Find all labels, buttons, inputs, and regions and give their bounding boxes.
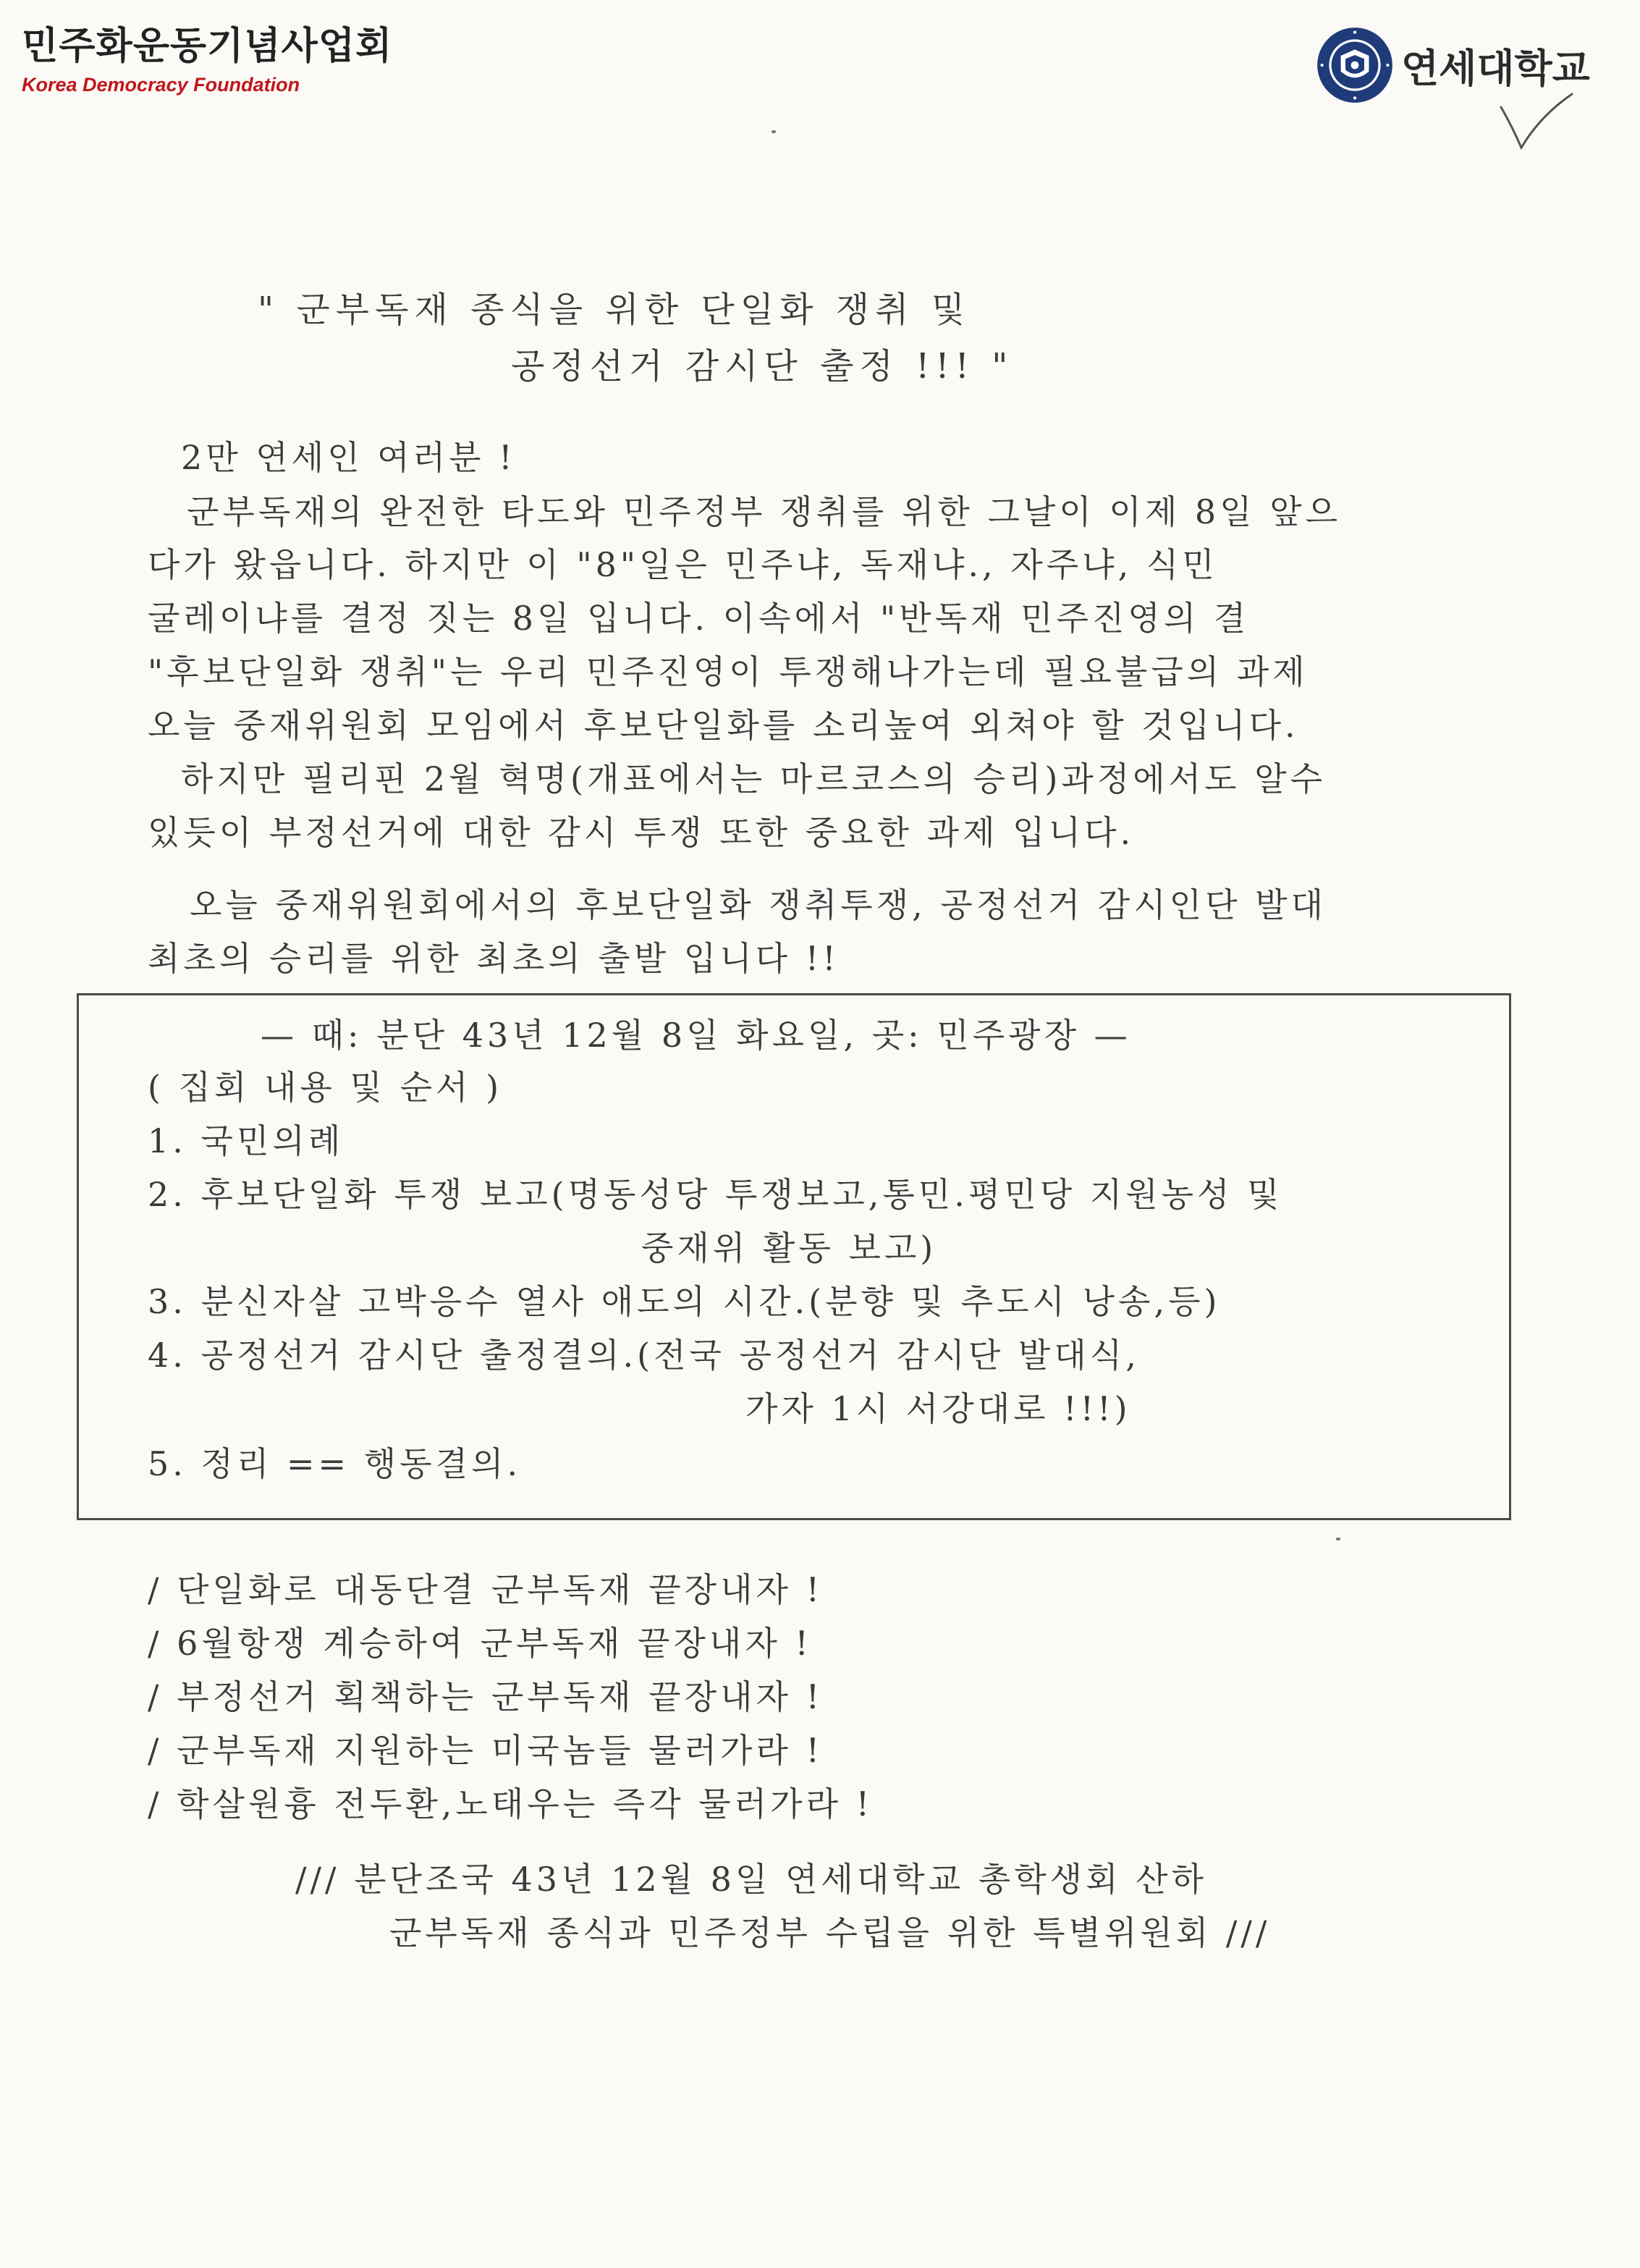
para2-line: 오늘 중재위원회에서의 후보단일화 쟁취투쟁, 공정선거 감시인단 발대 bbox=[190, 885, 1327, 924]
yonsei-seal-icon bbox=[1316, 26, 1394, 104]
scan-speck bbox=[772, 130, 776, 133]
rally-program-item: 4. 공정선거 감시단 출정결의.(전국 공정선거 감시단 발대식, bbox=[148, 1336, 1140, 1375]
slogan-line: / 부정선거 획책하는 군부독재 끝장내자 ! bbox=[148, 1677, 824, 1716]
handwritten-check-mark bbox=[1497, 91, 1576, 156]
scan-speck bbox=[1336, 1538, 1340, 1540]
kdf-logo-korean: 민주화운동기념사업회 bbox=[22, 24, 393, 68]
slogan-line: / 단일화로 대동단결 군부독재 끝장내자 ! bbox=[148, 1570, 824, 1609]
para1-line: 굴레이냐를 결정 짓는 8일 입니다. 이속에서 "반독재 민주진영의 결 bbox=[148, 599, 1250, 638]
rally-when-where: — 때: 분단 43년 12월 8일 화요일, 곳: 민주광장 — bbox=[261, 1016, 1131, 1055]
signature-line-1: /// 분단조국 43년 12월 8일 연세대학교 총학생회 산하 bbox=[295, 1860, 1208, 1899]
kdf-logo-english: Korea Democracy Foundation bbox=[22, 74, 300, 96]
rally-program-item: 중재위 활동 보고) bbox=[641, 1228, 937, 1268]
slogan-line: / 학살원흉 전두환,노태우는 즉각 물러가라 ! bbox=[148, 1784, 874, 1824]
leaflet-title-line-2: 공정선거 감시단 출정 !!! " bbox=[511, 346, 1014, 387]
yonsei-wordmark: 연세대학교 bbox=[1401, 45, 1590, 91]
para1-line: 하지만 필리핀 2월 혁명(개표에서는 마르코스의 승리)과정에서도 알수 bbox=[181, 759, 1327, 798]
para1-line: 있듯이 부정선거에 대한 감시 투쟁 또한 중요한 과제 입니다. bbox=[148, 813, 1135, 852]
slogan-line: / 6월항쟁 계승하여 군부독재 끝장내자 ! bbox=[148, 1624, 812, 1663]
rally-program-item: 2. 후보단일화 투쟁 보고(명동성당 투쟁보고,통민.평민당 지원농성 및 bbox=[148, 1175, 1283, 1214]
para1-line: "후보단일화 쟁취"는 우리 민주진영이 투쟁해나가는데 필요불급의 과제 bbox=[148, 652, 1309, 691]
para1-line: 군부독재의 완전한 타도와 민주정부 쟁취를 위한 그날이 이제 8일 앞으 bbox=[187, 492, 1342, 531]
rally-program-item: 5. 정리 == 행동결의. bbox=[148, 1444, 522, 1483]
signature-line-2: 군부독재 종식과 민주정부 수립을 위한 특별위원회 /// bbox=[389, 1913, 1271, 1952]
para1-line: 오늘 중재위원회 모임에서 후보단일화를 소리높여 외쳐야 할 것입니다. bbox=[148, 706, 1299, 745]
para1-line: 2만 연세인 여러분 ! bbox=[181, 438, 516, 477]
rally-program-item: 3. 분신자살 고박응수 열사 애도의 시간.(분향 및 추도시 낭송,등) bbox=[148, 1282, 1221, 1321]
rally-program-heading: ( 집회 내용 및 순서 ) bbox=[148, 1068, 503, 1107]
kdf-logo bbox=[22, 25, 392, 97]
para1-line: 다가 왔읍니다. 하지만 이 "8"일은 민주냐, 독재냐., 자주냐, 식민 bbox=[148, 545, 1218, 584]
rally-program-item: 1. 국민의례 bbox=[148, 1121, 345, 1160]
leaflet-title-line-1: " 군부독재 종식을 위한 단일화 쟁취 및 bbox=[258, 290, 971, 330]
para2-line: 최초의 승리를 위한 최초의 출발 입니다 !! bbox=[148, 939, 840, 978]
rally-program-item: 가자 1시 서강대로 !!!) bbox=[745, 1389, 1131, 1428]
slogan-line: / 군부독재 지원하는 미국놈들 물러가라 ! bbox=[148, 1731, 824, 1770]
